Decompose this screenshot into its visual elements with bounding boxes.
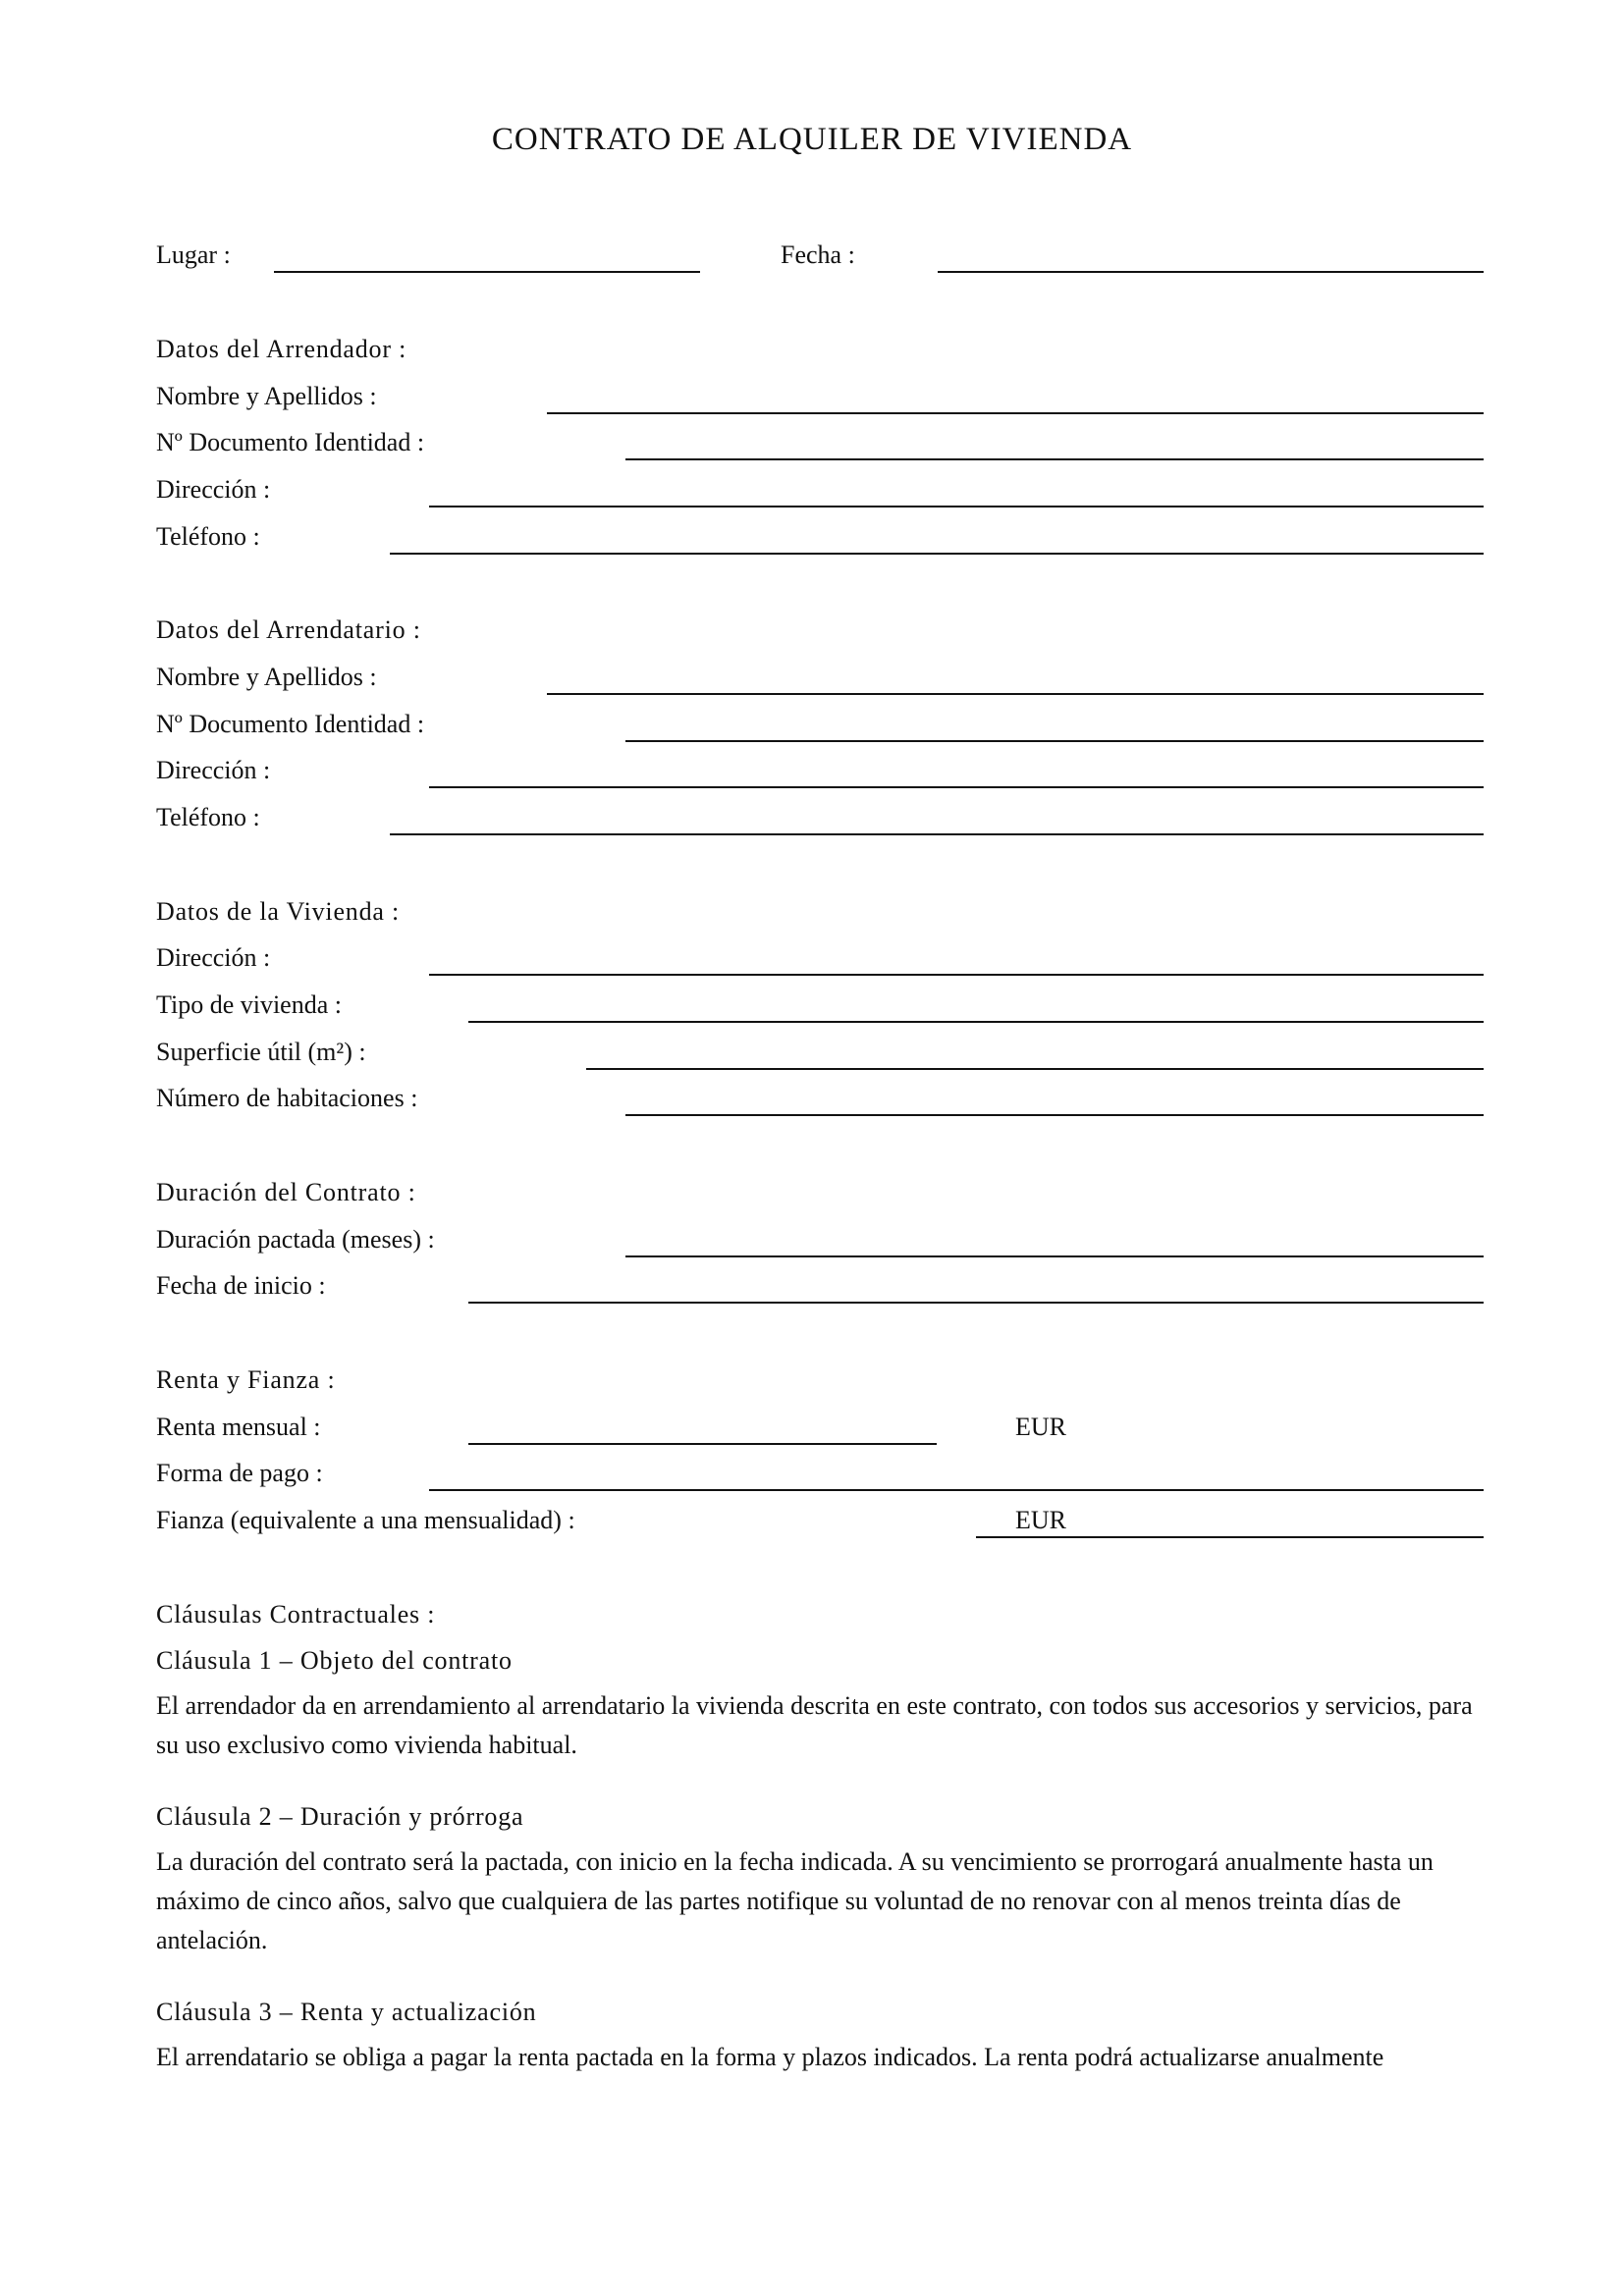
arrendador-direccion-field[interactable]	[429, 506, 1484, 507]
vivienda-habitaciones-field[interactable]	[625, 1114, 1484, 1116]
arrendatario-nombre-field[interactable]	[547, 693, 1484, 695]
vivienda-superficie-field[interactable]	[586, 1068, 1484, 1070]
arrendatario-documento-label: Nº Documento Identidad :	[156, 710, 425, 738]
duracion-inicio-field[interactable]	[468, 1302, 1484, 1304]
arrendador-telefono-label: Teléfono :	[156, 522, 260, 551]
clausulas-heading: Cláusulas Contractuales :	[156, 1600, 436, 1629]
fecha-field[interactable]	[938, 271, 1484, 273]
arrendador-telefono-field[interactable]	[390, 553, 1484, 555]
arrendatario-telefono-field[interactable]	[390, 833, 1484, 835]
fianza-field[interactable]	[976, 1536, 1484, 1538]
fecha-label: Fecha :	[781, 240, 855, 269]
clausula-2-title: Cláusula 2 – Duración y prórroga	[156, 1802, 524, 1831]
duracion-heading: Duración del Contrato :	[156, 1178, 416, 1206]
clausula-1-title: Cláusula 1 – Objeto del contrato	[156, 1646, 513, 1675]
vivienda-heading: Datos de la Vivienda :	[156, 897, 401, 926]
clausula-1-text: El arrendador da en arrendamiento al arrendatario la vivienda descrita en este contrato, con todos sus accesorios y servicios, para su uso exclusivo como vivienda habitual.	[156, 1691, 1473, 1759]
arrendador-heading: Datos del Arrendador :	[156, 335, 407, 363]
vivienda-superficie-label: Superficie útil (m²) :	[156, 1038, 366, 1066]
renta-mensual-label: Renta mensual :	[156, 1413, 321, 1441]
duracion-pactada-label: Duración pactada (meses) :	[156, 1225, 435, 1254]
lugar-label: Lugar :	[156, 240, 231, 269]
arrendatario-documento-field[interactable]	[625, 740, 1484, 742]
vivienda-tipo-label: Tipo de vivienda :	[156, 990, 342, 1019]
clausula-2-text: La duración del contrato será la pactada, con inicio en la fecha indicada. A su vencimiento se prorrogará anualmente hasta un máximo de cinco años, salvo que cualquiera de las partes notifique su voluntad de no renovar con al menos treinta días de antelación.	[156, 1847, 1434, 1954]
vivienda-habitaciones-label: Número de habitaciones :	[156, 1084, 418, 1112]
renta-mensual-unit: EUR	[1015, 1413, 1066, 1441]
renta-heading: Renta y Fianza :	[156, 1365, 336, 1394]
document-title: CONTRATO DE ALQUILER DE VIVIENDA	[491, 122, 1133, 157]
fianza-unit: EUR	[1015, 1506, 1066, 1534]
lugar-field[interactable]	[274, 271, 700, 273]
arrendatario-telefono-label: Teléfono :	[156, 803, 260, 831]
duracion-pactada-field[interactable]	[625, 1255, 1484, 1257]
arrendador-nombre-label: Nombre y Apellidos :	[156, 382, 377, 410]
arrendatario-direccion-field[interactable]	[429, 786, 1484, 788]
arrendador-direccion-label: Dirección :	[156, 475, 271, 504]
arrendatario-nombre-label: Nombre y Apellidos :	[156, 663, 377, 691]
arrendatario-direccion-label: Dirección :	[156, 756, 271, 784]
clausula-3-title: Cláusula 3 – Renta y actualización	[156, 1998, 537, 2026]
forma-pago-field[interactable]	[429, 1489, 1484, 1491]
renta-mensual-field[interactable]	[468, 1443, 937, 1445]
forma-pago-label: Forma de pago :	[156, 1459, 323, 1487]
arrendatario-heading: Datos del Arrendatario :	[156, 615, 421, 644]
fianza-label: Fianza (equivalente a una mensualidad) :	[156, 1506, 575, 1534]
duracion-inicio-label: Fecha de inicio :	[156, 1271, 326, 1300]
vivienda-direccion-label: Dirección :	[156, 943, 271, 972]
vivienda-tipo-field[interactable]	[468, 1021, 1484, 1023]
vivienda-direccion-field[interactable]	[429, 974, 1484, 976]
clausula-3-text: El arrendatario se obliga a pagar la renta pactada en la forma y plazos indicados. La renta podrá actualizarse anualmente	[156, 2043, 1384, 2071]
arrendador-nombre-field[interactable]	[547, 412, 1484, 414]
arrendador-documento-label: Nº Documento Identidad :	[156, 428, 425, 456]
arrendador-documento-field[interactable]	[625, 458, 1484, 460]
